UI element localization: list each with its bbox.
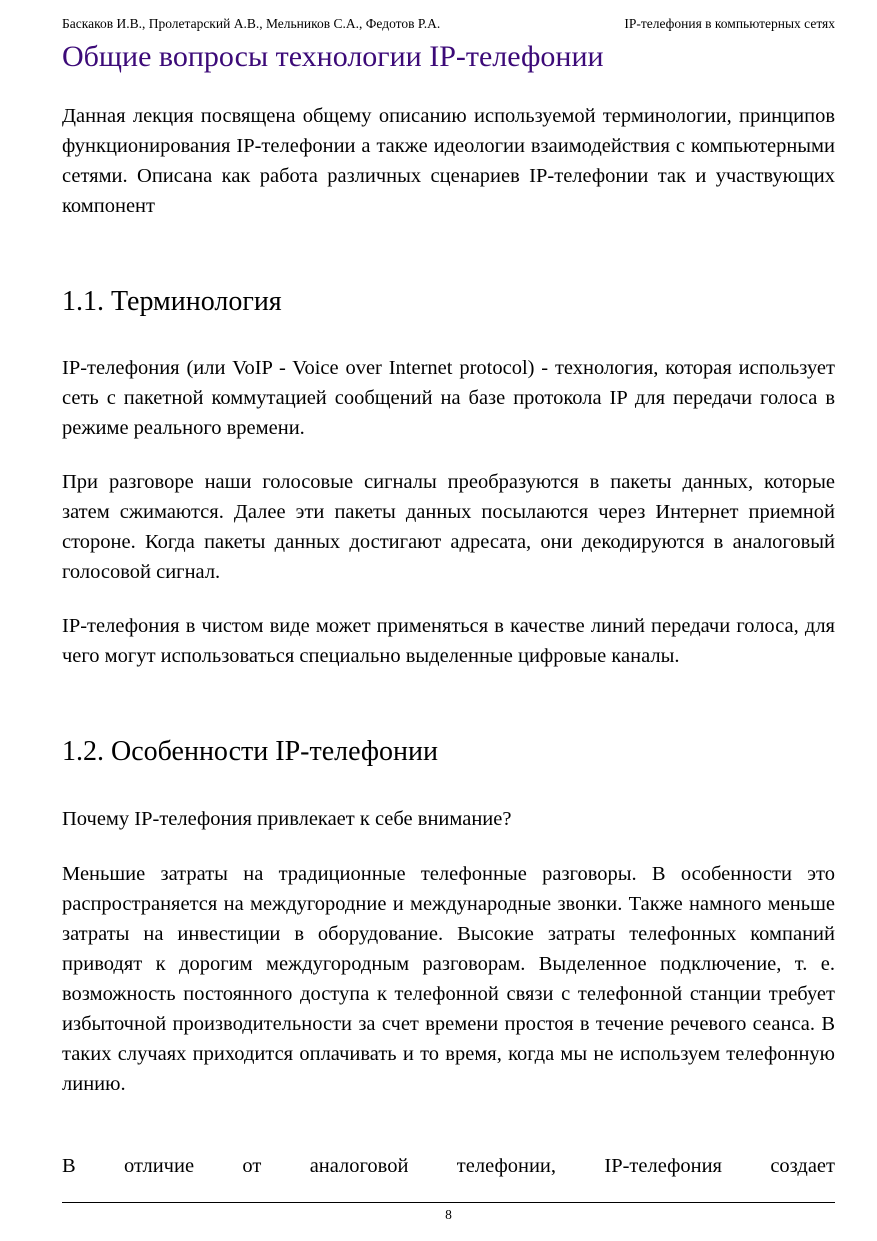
chapter-title: Общие вопросы технологии IP-телефонии [62, 40, 604, 73]
section-title-terminology: 1.1. Терминология [62, 286, 282, 317]
header-book-title: IP-телефония в компьютерных сетях [624, 16, 835, 31]
running-header [62, 15, 835, 33]
paragraph-voip-definition: IP-телефония (или VoIP - Voice over Internet protocol) - технология, которая использует сеть с пакетной коммутацией сообщений на базе протокола IP для передачи голоса в режиме реального времени. [62, 357, 835, 439]
header-authors: Баскаков И.В., Пролетарский А.В., Мельников С.А., Федотов Р.А. [62, 16, 441, 31]
paragraph-lower-costs: Меньшие затраты на традиционные телефонные разговоры. В особенности это распространяется на междугородние и международные звонки. Также намного меньше затраты на инвестиции в оборудование. Высокие затраты телефонных компаний приводят к дорогим междугородным разговорам. Выделенное подключение, т. е. возможность постоянного доступа к телефонной связи с телефонной станции требует избыточной производительности за счет времени простоя в течение речевого сеанса. В таких случаях приходится оплачивать и то время, когда мы не используем телефонную линию. [62, 863, 835, 1095]
footer-divider [62, 1202, 835, 1203]
paragraph-why-question: Почему IP-телефония привлекает к себе внимание? [62, 808, 512, 830]
page-number: 8 [445, 1207, 452, 1222]
document-page [62, 0, 835, 1241]
paragraph-voice-packets: При разговоре наши голосовые сигналы преобразуются в пакеты данных, которые затем сжимаются. Далее эти пакеты данных посылаются через Интернет приемной стороне. Когда пакеты данных достигают адресата, они декодируются в аналоговый голосовой сигнал. [62, 471, 835, 583]
paragraph-unlike-analog: В отличие от аналоговой телефонии, IP-телефония создает [62, 1155, 835, 1177]
chapter-intro-paragraph: Данная лекция посвящена общему описанию используемой терминологии, принципов функционирования IP-телефонии а также идеологии взаимодействия с компьютерными сетями. Описана как работа различных сценариев IP-телефонии так и участвующих компонент [62, 105, 835, 217]
section-title-features: 1.2. Особенности IP-телефонии [62, 736, 438, 767]
paragraph-pure-ip-telephony: IP-телефония в чистом виде может применяться в качестве линий передачи голоса, для чего могут использоваться специально выделенные цифровые каналы. [62, 615, 835, 667]
